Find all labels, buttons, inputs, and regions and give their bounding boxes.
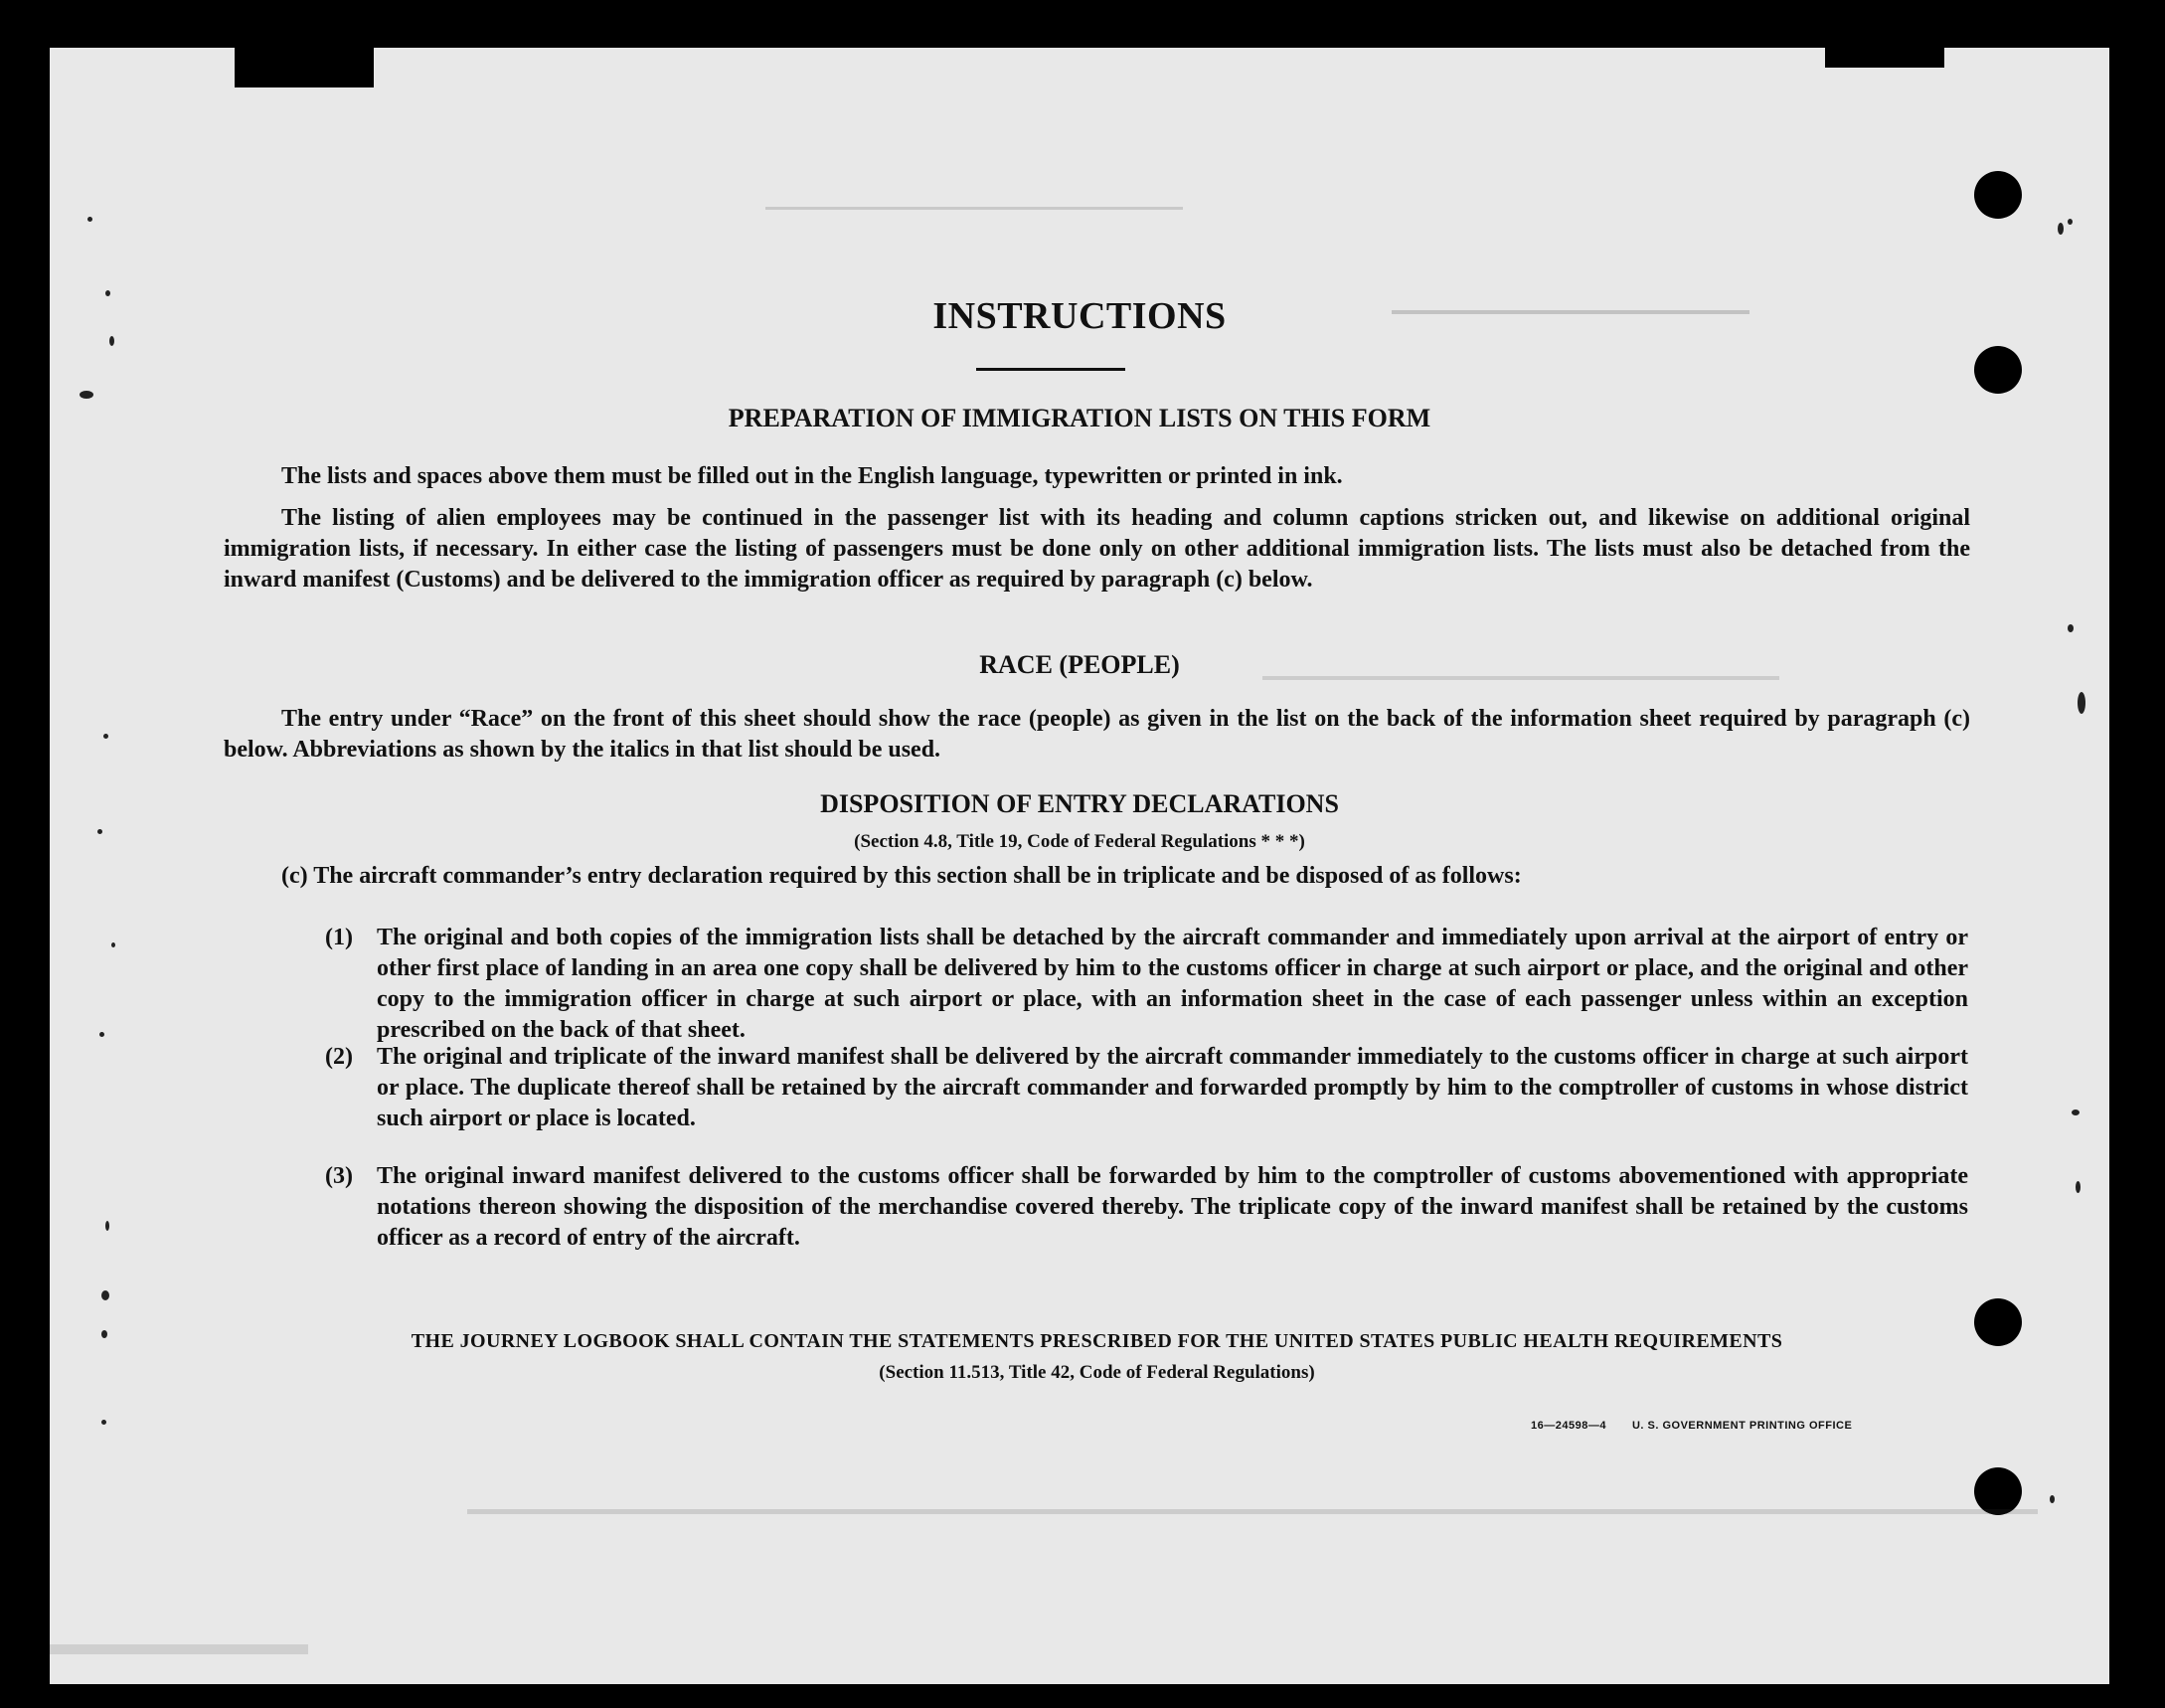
item-number: (1) <box>325 925 353 950</box>
public-health-statement: THE JOURNEY LOGBOOK SHALL CONTAIN THE STATEMENTS PRESCRIBED FOR THE UNITED STATES PUBLIC HEALTH REQUIREMENTS <box>411 1330 1783 1352</box>
speck <box>80 391 93 399</box>
speck <box>101 1420 106 1425</box>
disposition-item-3 <box>325 1161 1968 1254</box>
punch-hole <box>1974 171 2022 219</box>
speck <box>111 942 115 947</box>
speck <box>105 1221 109 1231</box>
item-text: The original inward manifest delivered to the customs officer shall be forwarded by him to the comptroller of customs abovementioned with appropriate notations thereon showing the disposition of the merchandise covered thereby. The triplicate copy of the inward manifest shall be retained by the customs officer as a record of entry of the aircraft. <box>377 1163 1968 1251</box>
disposition-citation: (Section 4.8, Title 19, Code of Federal Regulations * * *) <box>854 831 1305 852</box>
speck <box>2068 219 2073 225</box>
bleed-through-mark <box>765 207 1183 210</box>
speck <box>2072 1110 2080 1115</box>
race-paragraph: The entry under “Race” on the front of this sheet should show the race (people) as given in the list on the back of the information sheet required by paragraph (c) below. Abbreviations as shown by the italics in that list should be used. <box>224 706 1970 763</box>
speck <box>99 1032 104 1037</box>
speck <box>2058 223 2064 235</box>
preparation-heading: PREPARATION OF IMMIGRATION LISTS ON THIS FORM <box>728 404 1431 432</box>
public-health-citation: (Section 11.513, Title 42, Code of Federal Regulations) <box>879 1362 1315 1383</box>
speck <box>2076 1181 2081 1193</box>
punch-hole <box>1974 1467 2022 1515</box>
item-text: The original and triplicate of the inward manifest shall be delivered by the aircraft commander immediately to the customs officer in charge at such airport or place. The duplicate thereof shall be retained by the aircraft commander and forwarded promptly by him to the comptroller of customs in whose district such airport or place is located. <box>377 1044 1968 1131</box>
bleed-through-mark <box>467 1509 2038 1514</box>
speck <box>101 1290 109 1300</box>
top-right-tab <box>1825 42 1944 68</box>
document-page <box>50 48 2109 1684</box>
speck <box>101 1330 107 1338</box>
bottom-edge-tear <box>50 1644 308 1654</box>
preparation-paragraph-1: The lists and spaces above them must be filled out in the English language, typewritten or printed in ink. <box>281 463 1343 489</box>
punch-hole <box>1974 346 2022 394</box>
disposition-heading: DISPOSITION OF ENTRY DECLARATIONS <box>820 789 1339 818</box>
speck <box>2078 692 2085 714</box>
race-heading: RACE (PEOPLE) <box>979 650 1180 679</box>
disposition-item-2 <box>325 1042 1968 1134</box>
punch-hole <box>1974 1298 2022 1346</box>
top-left-tab <box>235 42 374 87</box>
speck <box>2050 1495 2055 1503</box>
preparation-paragraph-2: The listing of alien employees may be continued in the passenger list with its heading and column captions stricken out, and likewise on additional original immigration lists, if necessary. In either case the listing of passengers must be done only on other additional immigration lists. The lists must also be detached from the inward manifest (Customs) and be delivered to the immigration officer as required by paragraph (c) below. <box>224 505 1970 593</box>
item-number: (2) <box>325 1044 353 1070</box>
item-number: (3) <box>325 1163 353 1189</box>
item-text: The original and both copies of the immigration lists shall be detached by the aircraft commander and immediately upon arrival at the airport of entry or other first place of landing in an area one copy shall be delivered by him to the customs officer in charge at such airport or place, and the original and other copy to the immigration officer in charge at such airport or place, with an information sheet in the case of each passenger unless within an exception prescribed on the back of that sheet. <box>377 925 1968 1043</box>
title-underline <box>976 368 1125 371</box>
disposition-intro: (c) The aircraft commander’s entry declaration required by this section shall be in triplicate and be disposed of as follows: <box>281 863 1522 889</box>
disposition-item-1 <box>325 923 1968 1046</box>
form-number: 16—24598—4 <box>1531 1420 1606 1432</box>
speck <box>103 734 108 739</box>
document-title: INSTRUCTIONS <box>932 295 1227 337</box>
printing-office-line <box>1531 1420 1852 1432</box>
printer-name: U. S. GOVERNMENT PRINTING OFFICE <box>1631 1420 1853 1432</box>
speck <box>2068 624 2074 632</box>
speck <box>87 217 92 222</box>
